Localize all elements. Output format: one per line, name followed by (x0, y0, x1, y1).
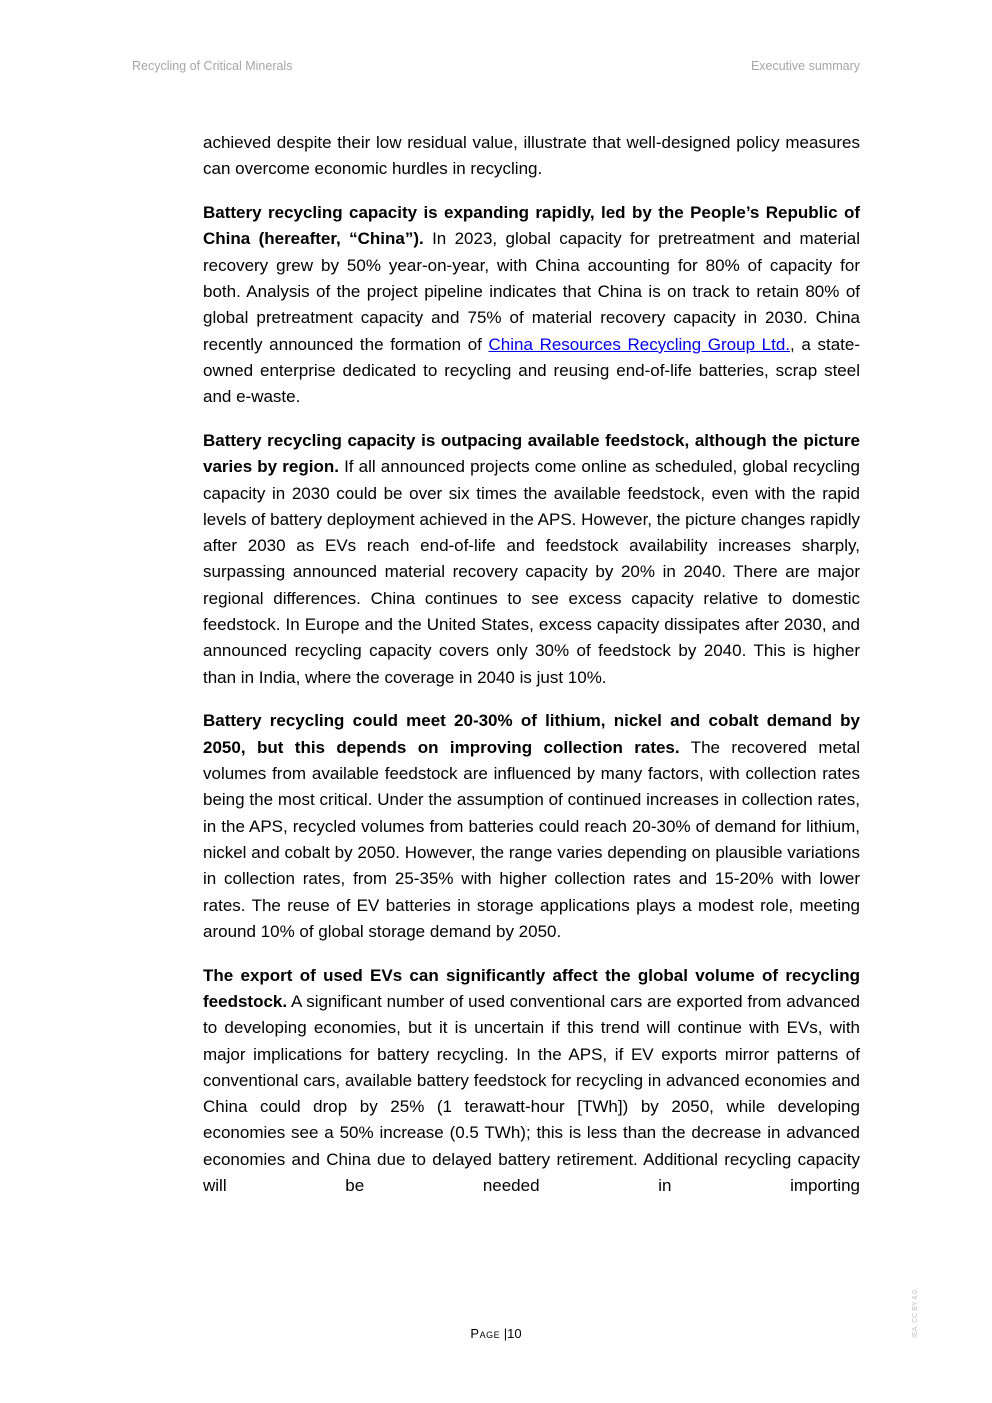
paragraph-text: A significant number of used conventional cars are exported from advanced to developing economies, but it is uncertain if this trend will continue with EVs, with major implications for battery recycling. In the APS, if EV exports mirror patterns of conventional cars, available battery feedstock for recycling in advanced economies and China could drop by 25% (1 terawatt-hour [TWh]) by 2050, while developing economies see a 50% increase (0.5 TWh); this is less than the decrease in advanced economies and China due to delayed battery retirement. Additional recycling capacity will be needed in importing (203, 991, 860, 1195)
paragraph-text: In 2023, global capacity for pretreatment and material recovery grew by 50% year-on-year, with China accounting for 80% of capacity for both. Analysis of the project pipeline indicates that China is on track to retain 80% of global pretreatment capacity and 75% of material recovery capacity in 2030. China recently announced the formation of (203, 229, 860, 354)
paragraph (203, 963, 860, 1200)
paragraph-lead: The export of used EVs can significantly affect the global volume of recycling feedstock. (203, 965, 860, 1011)
paragraph-text-after: , a state-owned enterprise dedicated to recycling and reusing end-of-life batteries, scrap steel and e-waste. (203, 334, 860, 407)
paragraph-text: achieved despite their low residual value, illustrate that well-designed policy measures can overcome economic hurdles in recycling. (203, 133, 860, 179)
paragraph (203, 200, 860, 410)
china-resources-link[interactable]: China Resources Recycling Group Ltd. (488, 334, 791, 354)
running-header-section: Executive summary (750, 59, 860, 73)
paragraph-lead: Battery recycling could meet 20-30% of lithium, nickel and cobalt demand by 2050, but this depends on improving collection rates. (203, 711, 860, 757)
document-body (203, 130, 860, 1217)
paragraph-text: The recovered metal volumes from available feedstock are influenced by many factors, with collection rates being the most critical. Under the assumption of continued increases in collection rates, in the APS, recycled volumes from batteries could reach 20-30% of demand for lithium, nickel and cobalt by 2050. However, the range varies depending on plausible variations in collection rates, from 25-35% with higher collection rates and 15-20% with lower rates. The reuse of EV batteries in storage applications plays a modest role, meeting around 10% of global storage demand by 2050. (203, 737, 860, 941)
paragraph (203, 130, 860, 183)
paragraph (203, 708, 860, 945)
page-number: 10 (507, 1326, 522, 1341)
paragraph (203, 428, 860, 691)
paragraph-text: If all announced projects come online as scheduled, global recycling capacity in 2030 could be over six times the available feedstock, even with the rapid levels of battery deployment achieved in the APS. However, the picture changes rapidly after 2030 as EVs reach end-of-life and feedstock availability increases sharply, surpassing announced material recovery capacity by 20% in 2040. There are major regional differences. China continues to see excess capacity relative to domestic feedstock. In Europe and the United States, excess capacity dissipates after 2030, and announced recycling capacity covers only 30% of feedstock by 2040. This is higher than in India, where the coverage in 2040 is just 10%. (203, 457, 860, 687)
page-footer (0, 1326, 992, 1341)
license-notice: IEA. CC BY 4.0. (912, 1287, 919, 1338)
page-separator: | (503, 1326, 508, 1341)
paragraph-lead: Battery recycling capacity is expanding rapidly, led by the People’s Republic of China (hereafter, “China”). (203, 203, 860, 249)
paragraph-lead: Battery recycling capacity is outpacing available feedstock, although the picture varies by region. (203, 430, 860, 477)
page-label: Page (470, 1326, 501, 1341)
running-header-title: Recycling of Critical Minerals (132, 59, 293, 73)
